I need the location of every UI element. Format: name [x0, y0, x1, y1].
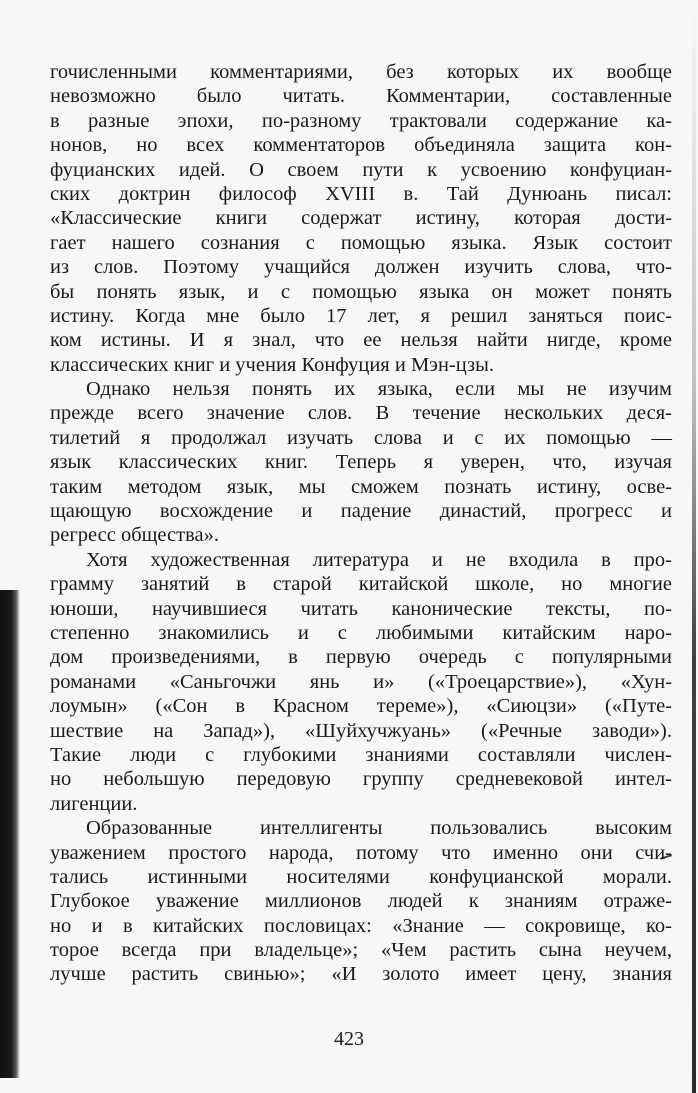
text-line: бы понять язык, и с помощью языка он может понять: [50, 280, 672, 303]
text-line: но и в китайских пословицах: «Знание — сокровище, ко-: [50, 914, 672, 937]
text-line: степенно знакомились и с любимыми китайским наро-: [50, 621, 672, 644]
text-line: Однако нельзя понять их языка, если мы не изучим: [86, 378, 672, 401]
text-line: лигенции.: [50, 792, 138, 815]
text-line: Хотя художественная литература и не входила в про-: [86, 548, 672, 571]
text-line: «Классические книги содержат истину, которая дости-: [50, 207, 672, 230]
text-line: гочисленными комментариями, без которых их вообще: [50, 61, 672, 83]
text-line: таким методом язык, мы сможем познать истину, осве-: [50, 475, 672, 498]
text-line: невозможно было читать. Комментарии, составленные: [50, 85, 672, 108]
binding-shadow: [0, 590, 20, 1078]
text-line: тались истинными носителями конфуцианской морали.: [50, 865, 672, 888]
text-line: но небольшую передовую группу средневековой интел-: [50, 768, 672, 791]
text-line: регресс общества».: [50, 524, 219, 547]
text-line: ком истины. И я знал, что ее нельзя найти нигде, кроме: [50, 329, 672, 352]
text-line: Образованные интеллигенты пользовались высоким: [86, 817, 672, 840]
text-line: нонов, но всех комментаторов объединяла защита кон-: [50, 134, 672, 157]
text-line: Глубокое уважение миллионов людей к знаниям отраже-: [50, 890, 672, 913]
text-line: Такие люди с глубокими знаниями составляли числен-: [50, 743, 672, 766]
text-line: ских доктрин философ XVIII в. Тай Дунюань писал:: [50, 182, 672, 205]
text-line: тилетий я продолжал изучать слова и с их помощью —: [50, 426, 672, 449]
text-line: уважением простого народа, потому что именно они счи-: [50, 841, 672, 864]
body-text: [50, 60, 672, 987]
text-line: классических книг и учения Конфуция и Мэн-цзы.: [50, 353, 494, 376]
text-line: фуцианских идей. О своем пути к усвоению конфуциан-: [50, 158, 672, 181]
text-line: щающую восхождение и падение династий, прогресс и: [50, 500, 672, 523]
text-line: истину. Когда мне было 17 лет, я решил заняться поис-: [50, 304, 672, 327]
text-line: прежде всего значение слов. В течение нескольких деся-: [50, 402, 672, 425]
text-line: дом произведениями, в первую очередь с популярными: [50, 646, 672, 669]
text-line: в разные эпохи, по-разному трактовали содержание ка-: [50, 109, 672, 132]
text-line: юноши, научившиеся читать канонические тексты, по-: [50, 597, 672, 620]
text-line: из слов. Поэтому учащийся должен изучить слова, что-: [50, 256, 672, 279]
text-line: торое всегда при владельце»; «Чем растить сына неучем,: [50, 939, 672, 962]
page-edge-shadow: [692, 0, 696, 1093]
text-line: гает нашего сознания с помощью языка. Язык состоит: [50, 231, 672, 254]
text-line: романами «Саньгочжи янь и» («Троецарствие»), «Хун-: [50, 670, 672, 693]
text-line: шествие на Запад»), «Шуйхучжуань» («Речные заводи»).: [50, 719, 672, 742]
text-line: лучше растить свинью»; «И золото имеет цену, знания: [50, 963, 672, 986]
page-number: 423: [334, 1028, 364, 1050]
text-line: язык классических книг. Теперь я уверен, что, изучая: [50, 451, 672, 474]
text-line: грамму занятий в старой китайской школе, но многие: [50, 573, 672, 596]
text-line: лоумын» («Сон в Красном тереме»), «Сиюцзи» («Путе-: [50, 695, 672, 718]
